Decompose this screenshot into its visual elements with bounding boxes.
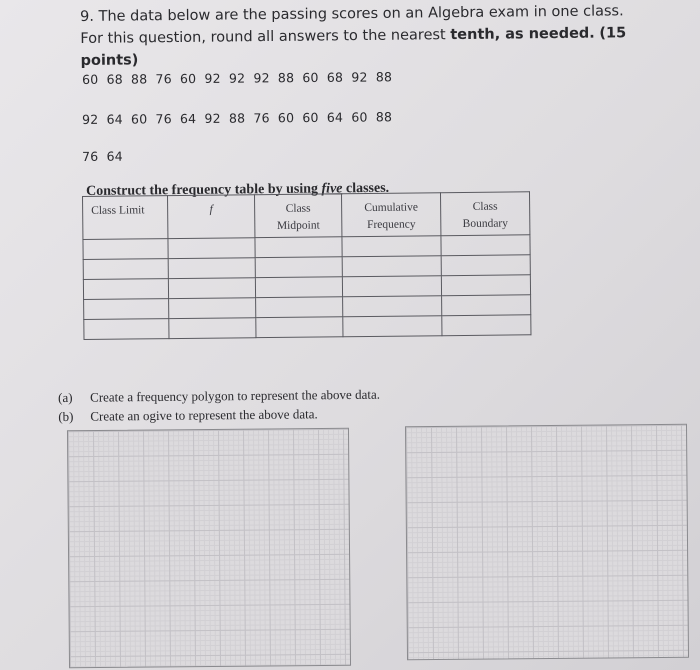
scores-row-3: 76 64 (82, 148, 123, 164)
table-row (84, 315, 531, 340)
scores-row-1: 60 68 88 76 60 92 92 92 88 60 68 92 88 (82, 69, 393, 87)
question-text (80, 0, 641, 72)
table-header-row (83, 192, 530, 240)
header-class-midpoint: Class Midpoint (254, 194, 341, 238)
frequency-table (82, 191, 531, 340)
table-title: Construct the frequency table by using five classes. (86, 180, 390, 199)
scores-row-2: 92 64 60 76 64 92 88 76 60 60 64 60 88 (82, 109, 393, 127)
five-emphasis: five (321, 181, 343, 197)
parts-list (58, 385, 380, 426)
part-a: (a) Create a frequency polygon to represent the above data. (58, 386, 381, 405)
header-class-boundary: Class Boundary (440, 192, 529, 236)
rounding-instruction: tenth, as needed. (450, 25, 595, 44)
header-frequency: f (168, 195, 255, 239)
graph-paper-ogive[interactable] (405, 424, 689, 660)
part-b: (b) Create an ogive to represent the above data. (58, 406, 318, 424)
graph-paper-frequency-polygon[interactable] (67, 428, 351, 668)
question-number: 9. (80, 8, 95, 25)
header-cumulative-frequency: Cumulative Frequency (341, 193, 440, 237)
question-body: The data below are the passing scores on an Algebra exam in one class. For this question, round all answers to the nearest (80, 3, 624, 47)
header-class-limit: Class Limit (83, 196, 168, 240)
points-label: (15 points) (80, 25, 627, 69)
